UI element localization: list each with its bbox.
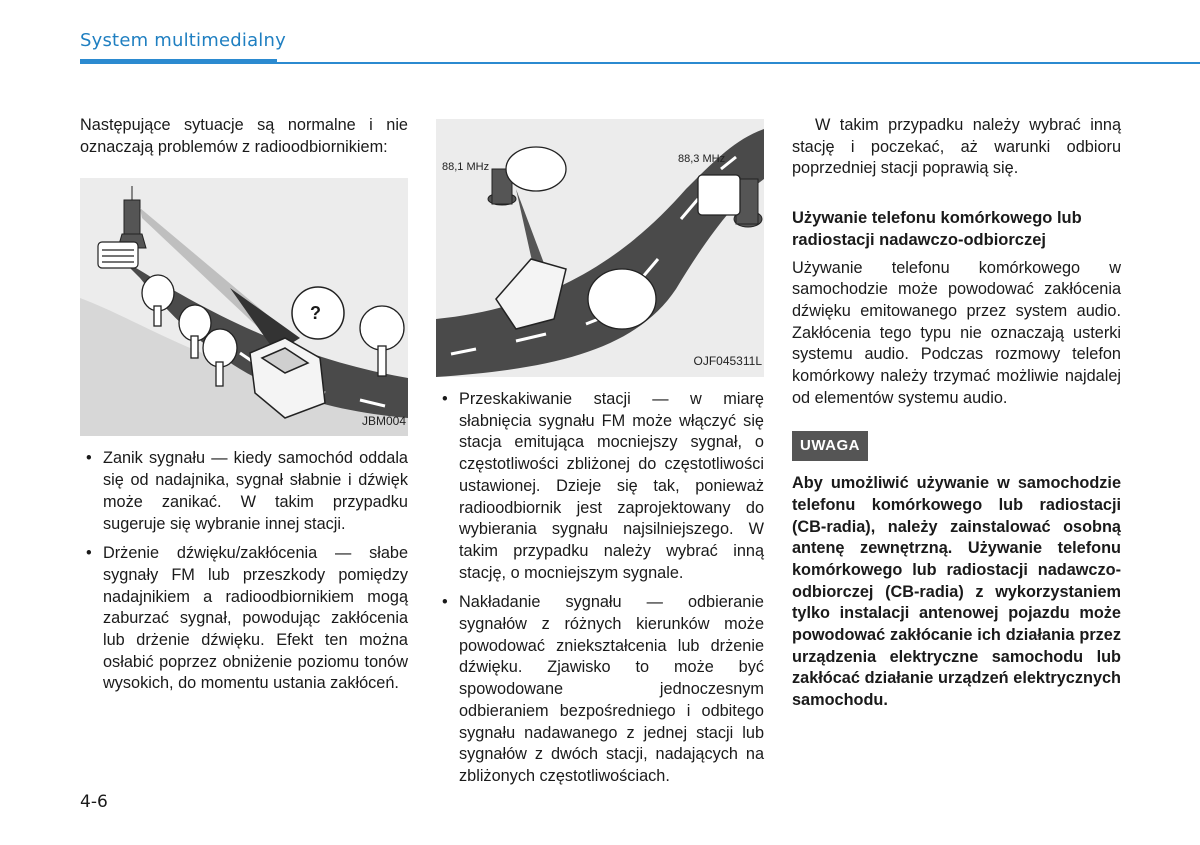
figure-station-jump (436, 119, 764, 377)
notice-badge: UWAGA (792, 431, 868, 461)
intro-paragraph: Następujące sytuacje są normalne i nie oznaczają problemów z radioodbiornikiem: (80, 116, 408, 156)
bullet-icon: • (86, 544, 92, 563)
page-number: 4-6 (80, 792, 108, 812)
list-item: • Drżenie dźwięku/zakłócenia — słabe sygnały FM lub przeszkody pomiędzy nadajnikiem a radioodbiornikiem mogą zaburzać sygnał, powodując zakłócenia lub drżenie dźwięku. Efekt ten można osłabić poprzez obniżenie poziomu tonów wysokich, do momentu ustania zakłóceń. (86, 544, 408, 693)
frequency-label-left: 88,1 MHz (442, 161, 490, 173)
bullet-list (80, 448, 408, 695)
column-right (792, 115, 1121, 712)
body-paragraph: Używanie telefonu komórkowego w samochodzie może powodować zakłócenia dźwięku emitowanego przez system audio. Zakłócenia tego typu nie oznaczają usterki systemu audio. Podczas rozmowy telefon komórkowy należy trzymać możliwie najdalej od elementów systemu audio. (792, 258, 1121, 407)
section-header-title: System multimedialny (80, 30, 286, 51)
bullet-icon: • (86, 449, 92, 468)
bullet-icon: • (442, 390, 448, 408)
bullet-list (436, 389, 764, 788)
signal-fade-illustration (80, 178, 408, 436)
figure-code: JBM004 (361, 413, 406, 428)
column-left (80, 115, 408, 703)
continuation-paragraph: W takim przypadku należy wybrać inną stację i poczekać, aż warunki odbioru poprzedniej stacji poprawią się. (792, 116, 1121, 178)
music-notes-icon (98, 242, 138, 268)
list-item: • Przeskakiwanie stacji — w miarę słabnięcia sygnału FM może włączyć się stacja emitująca mocniejszy sygnał, o częstotliwości zbliżonej do częstotliwości ustawionej. Dzieje się tak, ponieważ radioodbiornik jest zaprojektowany do wybierania sygnału najsilniejszego. W takim przypadku należy wybrać inną stację, o mocniejszym sygnale. (442, 390, 764, 582)
list-item: • Nakładanie sygnału — odbieranie sygnałów z różnych kierunków może powodować zniekształcenia lub drżenie dźwięku. Zjawisko to może być spowodowane jednoczesnym odbieraniem bezpośredniego i odbitego sygnału nadawanego z jednej stacji lub sygnałów z dwóch stacji, nadających na zbliżonych częstotliwościach. (442, 593, 764, 785)
figure-code: OJF045311L (693, 354, 762, 369)
question-mark: ? (310, 303, 321, 324)
section-heading: Używanie telefonu komórkowego lub radiostacji nadawczo-odbiorczej (792, 209, 1082, 249)
frequency-label-right: 88,3 MHz (678, 153, 726, 165)
figure-signal-fade (80, 178, 408, 436)
bullet-icon: • (442, 593, 448, 612)
header-rule-accent (80, 59, 277, 64)
notice-text: Aby umożliwić używanie w samochodzie telefonu komórkowego lub radiostacji (CB-radia), należy zainstalować osobną antenę zewnętrzną. Używanie telefonu komórkowego lub radiostacji nadawczo-odbiorczej (CB-radia) z wykorzystaniem tylko instalacji antenowej pojazdu może powodować zakłócanie ich działania przez urządzenia elektryczne samochodu lub zakłócać działanie urządzeń elektrycznych samochodu. (792, 474, 1121, 710)
column-middle (436, 115, 764, 796)
list-item: • Zanik sygnału — kiedy samochód oddala się od nadajnika, sygnał słabnie i dźwięk może zanikać. W takim przypadku sugeruje się wybranie innej stacji. (86, 449, 408, 533)
